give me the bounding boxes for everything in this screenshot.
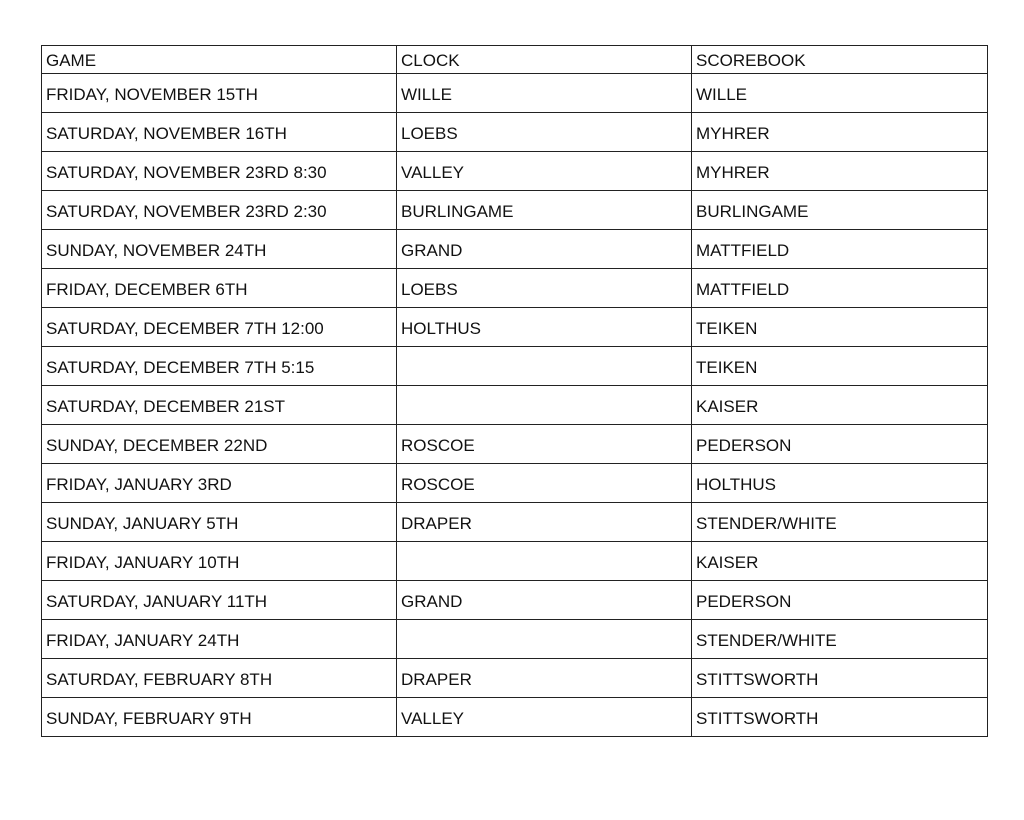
- cell-game: FRIDAY, JANUARY 24TH: [42, 620, 397, 659]
- cell-game: SATURDAY, FEBRUARY 8TH: [42, 659, 397, 698]
- header-game: GAME: [42, 46, 397, 74]
- cell-clock: [397, 347, 692, 386]
- table-row: [42, 191, 988, 230]
- table-row: [42, 269, 988, 308]
- schedule-body: [42, 46, 988, 737]
- header-clock: CLOCK: [397, 46, 692, 74]
- cell-scorebook: MATTFIELD: [692, 269, 988, 308]
- cell-clock: ROSCOE: [397, 425, 692, 464]
- cell-game: SUNDAY, DECEMBER 22ND: [42, 425, 397, 464]
- cell-scorebook: STITTSWORTH: [692, 659, 988, 698]
- cell-clock: LOEBS: [397, 269, 692, 308]
- cell-clock: BURLINGAME: [397, 191, 692, 230]
- table-row: [42, 347, 988, 386]
- table-row: [42, 152, 988, 191]
- cell-scorebook: KAISER: [692, 386, 988, 425]
- cell-scorebook: TEIKEN: [692, 308, 988, 347]
- table-row: [42, 230, 988, 269]
- cell-scorebook: BURLINGAME: [692, 191, 988, 230]
- cell-game: SUNDAY, JANUARY 5TH: [42, 503, 397, 542]
- table-row: [42, 308, 988, 347]
- table-row: [42, 464, 988, 503]
- cell-clock: DRAPER: [397, 503, 692, 542]
- cell-scorebook: PEDERSON: [692, 425, 988, 464]
- cell-scorebook: TEIKEN: [692, 347, 988, 386]
- cell-game: FRIDAY, DECEMBER 6TH: [42, 269, 397, 308]
- cell-scorebook: HOLTHUS: [692, 464, 988, 503]
- cell-scorebook: STITTSWORTH: [692, 698, 988, 737]
- table-row: [42, 659, 988, 698]
- table-row: [42, 503, 988, 542]
- cell-scorebook: MYHRER: [692, 152, 988, 191]
- cell-clock: [397, 620, 692, 659]
- cell-game: FRIDAY, NOVEMBER 15TH: [42, 74, 397, 113]
- cell-game: SATURDAY, NOVEMBER 23RD 2:30: [42, 191, 397, 230]
- cell-scorebook: PEDERSON: [692, 581, 988, 620]
- cell-scorebook: WILLE: [692, 74, 988, 113]
- cell-game: SUNDAY, NOVEMBER 24TH: [42, 230, 397, 269]
- cell-game: SATURDAY, DECEMBER 21ST: [42, 386, 397, 425]
- cell-game: FRIDAY, JANUARY 3RD: [42, 464, 397, 503]
- cell-clock: [397, 386, 692, 425]
- cell-clock: WILLE: [397, 74, 692, 113]
- cell-scorebook: STENDER/WHITE: [692, 503, 988, 542]
- cell-clock: [397, 542, 692, 581]
- header-row: [42, 46, 988, 74]
- cell-game: FRIDAY, JANUARY 10TH: [42, 542, 397, 581]
- cell-scorebook: MYHRER: [692, 113, 988, 152]
- cell-clock: VALLEY: [397, 698, 692, 737]
- cell-scorebook: STENDER/WHITE: [692, 620, 988, 659]
- table-row: [42, 74, 988, 113]
- schedule-table: [41, 45, 988, 737]
- table-row: [42, 425, 988, 464]
- cell-clock: HOLTHUS: [397, 308, 692, 347]
- cell-game: SATURDAY, NOVEMBER 23RD 8:30: [42, 152, 397, 191]
- cell-game: SATURDAY, JANUARY 11TH: [42, 581, 397, 620]
- table-row: [42, 581, 988, 620]
- table-row: [42, 620, 988, 659]
- cell-clock: LOEBS: [397, 113, 692, 152]
- cell-clock: GRAND: [397, 581, 692, 620]
- cell-game: SATURDAY, NOVEMBER 16TH: [42, 113, 397, 152]
- cell-game: SATURDAY, DECEMBER 7TH 12:00: [42, 308, 397, 347]
- cell-game: SUNDAY, FEBRUARY 9TH: [42, 698, 397, 737]
- cell-scorebook: KAISER: [692, 542, 988, 581]
- cell-clock: ROSCOE: [397, 464, 692, 503]
- cell-clock: VALLEY: [397, 152, 692, 191]
- table-row: [42, 542, 988, 581]
- cell-scorebook: MATTFIELD: [692, 230, 988, 269]
- table-row: [42, 113, 988, 152]
- header-scorebook: SCOREBOOK: [692, 46, 988, 74]
- cell-clock: DRAPER: [397, 659, 692, 698]
- table-row: [42, 386, 988, 425]
- cell-game: SATURDAY, DECEMBER 7TH 5:15: [42, 347, 397, 386]
- table-row: [42, 698, 988, 737]
- cell-clock: GRAND: [397, 230, 692, 269]
